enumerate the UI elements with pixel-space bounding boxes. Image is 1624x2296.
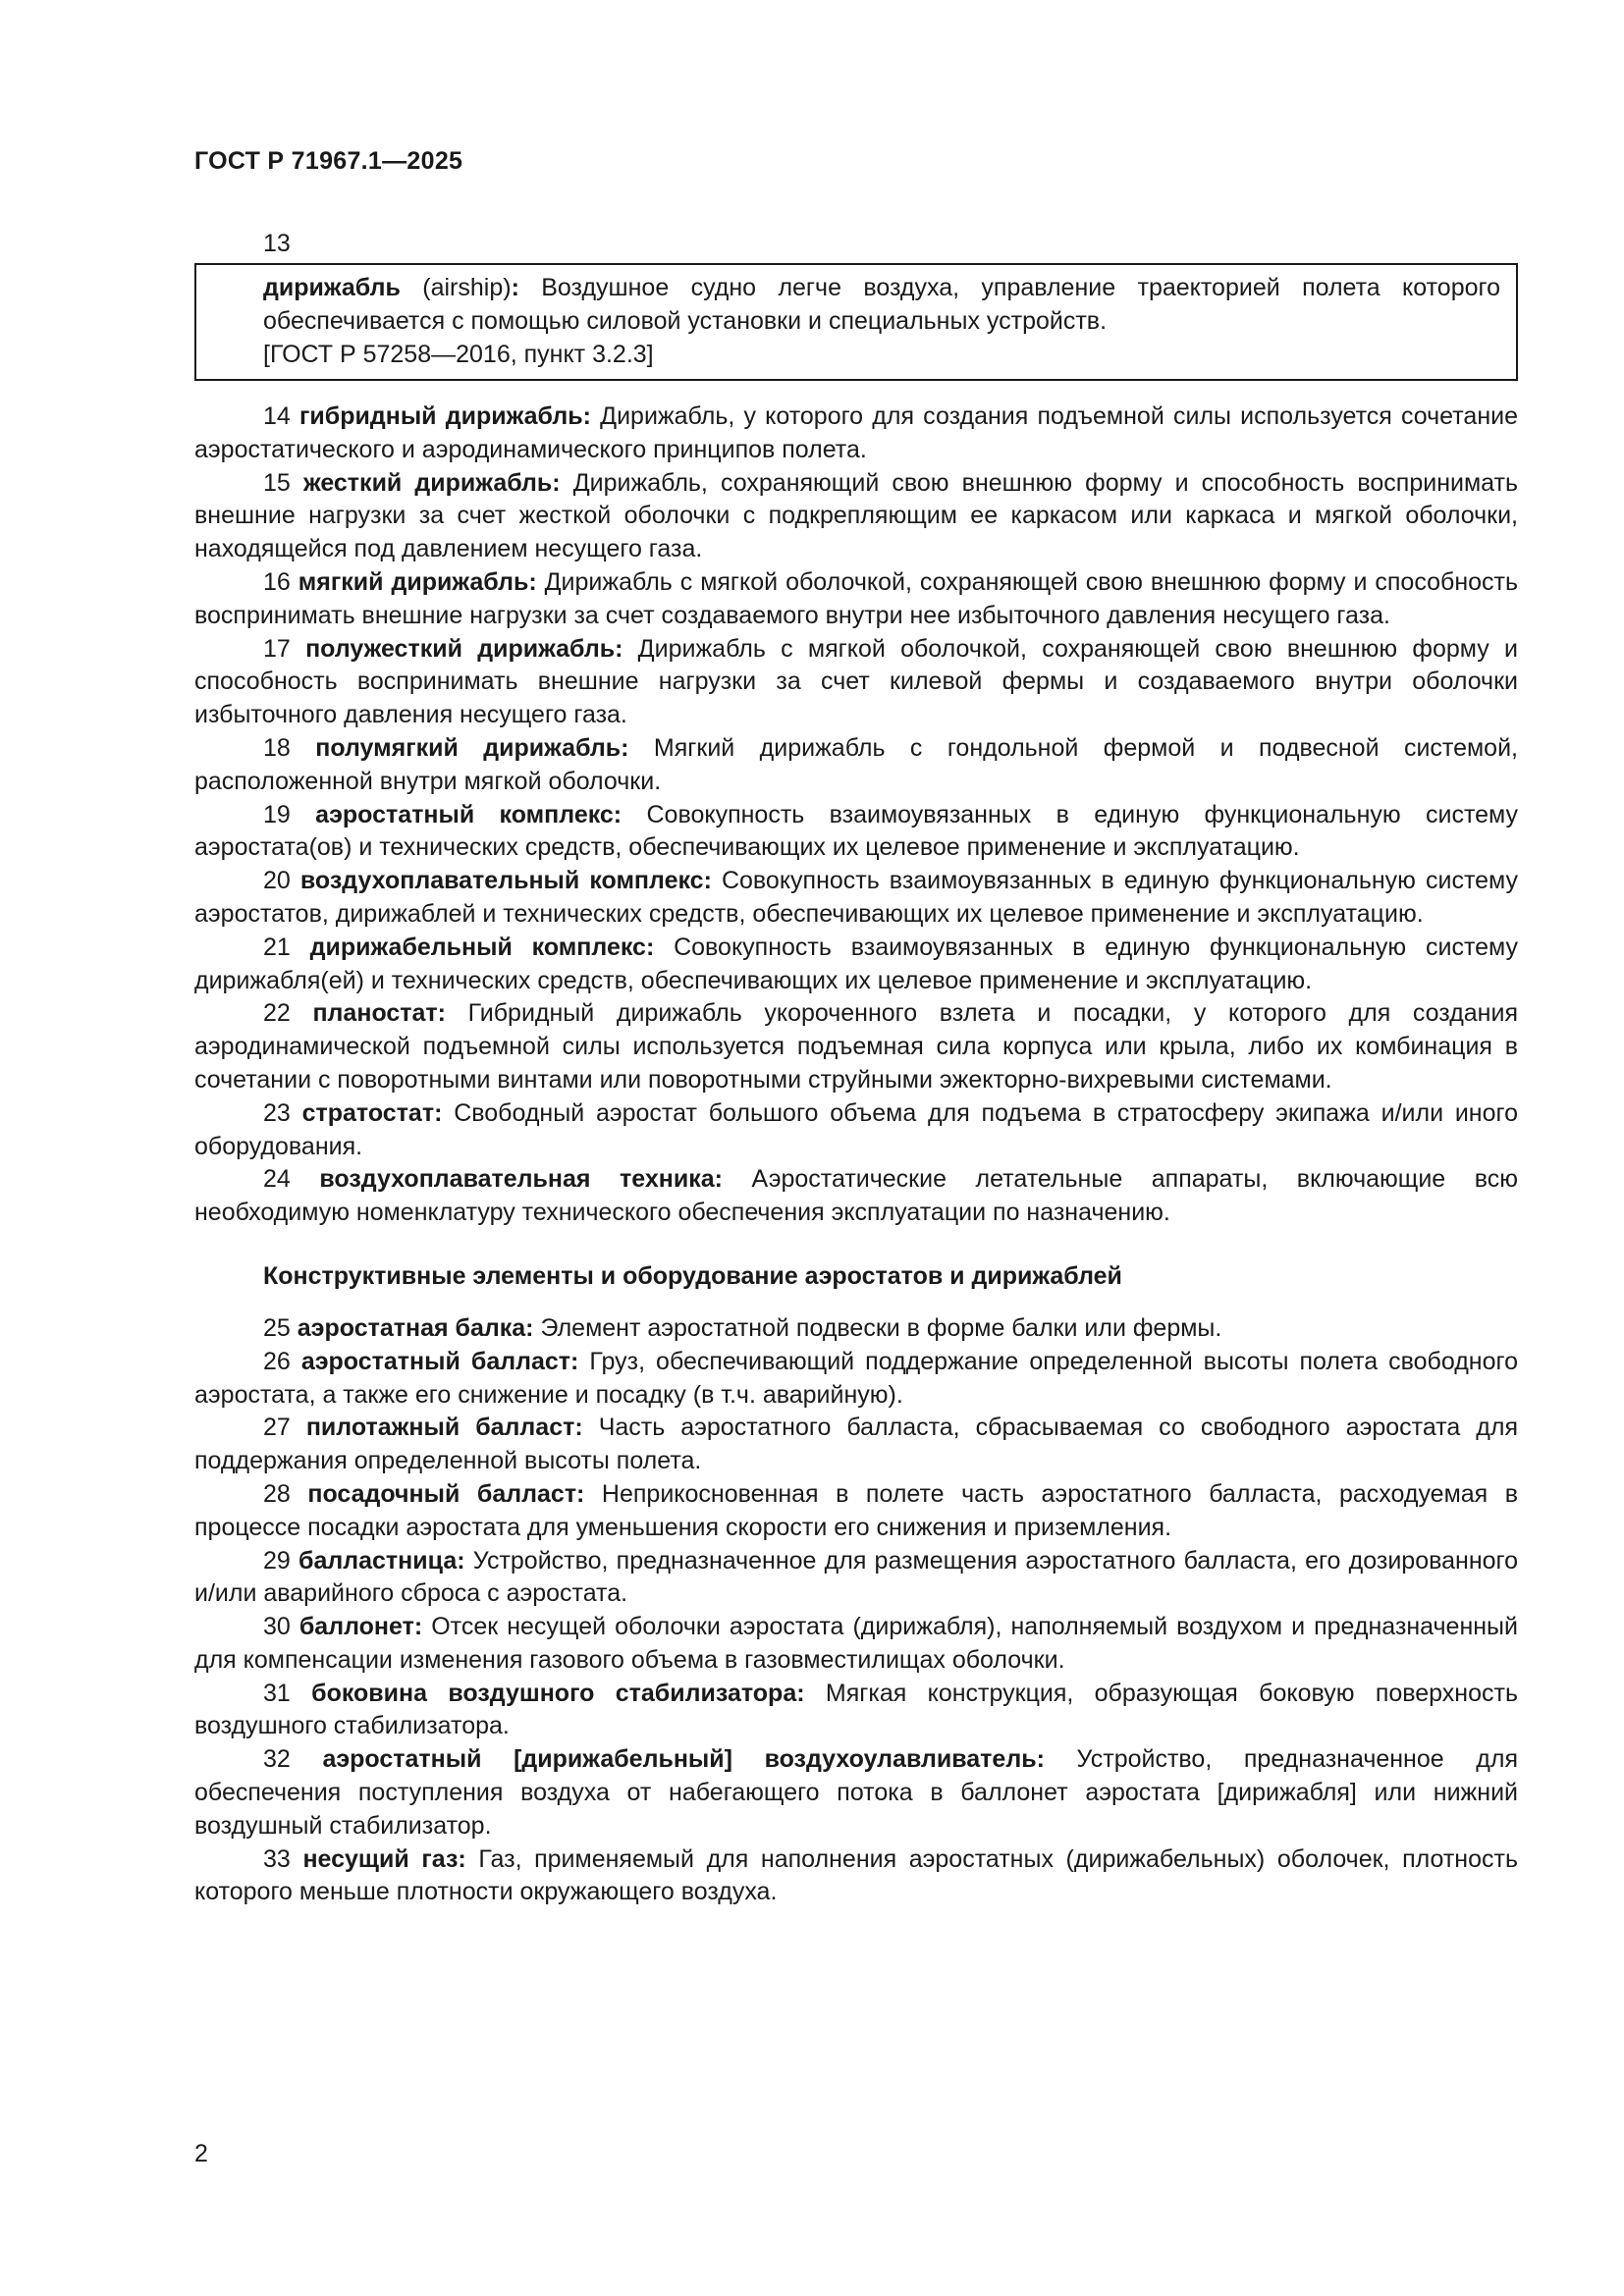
- page-number: 2: [194, 2140, 208, 2167]
- boxed-term-definition: [194, 263, 1518, 381]
- term-entry: [194, 400, 1518, 467]
- term-definition: Мягкая конструкция, образующая боковую поверхность воздушного стабилизатора.: [194, 1679, 1518, 1740]
- term-number: 28: [263, 1479, 291, 1508]
- term-number: 14: [263, 402, 291, 430]
- term-definition: Груз, обеспечивающий поддержание определенной высоты полета свободного аэростата, а также его снижение и посадку (в т.ч. аварийную).: [194, 1347, 1518, 1409]
- term-definition: Аэростатические летательные аппараты, включающие всю необходимую номенклатуру технического обеспечения эксплуатации по назначению.: [194, 1165, 1518, 1227]
- term-number: 25: [263, 1313, 291, 1342]
- term-name: планостат:: [312, 999, 446, 1028]
- term-name: несущий газ:: [302, 1844, 466, 1873]
- term-colon: :: [511, 274, 519, 301]
- term-name: боковина воздушного стабилизатора:: [311, 1679, 805, 1707]
- term-entry: [194, 799, 1518, 866]
- term-name: баллонет:: [298, 1613, 423, 1641]
- term-definition: Воздушное судно легче воздуха, управление траекторией полета которого обеспечивается с помощью силовой установки и специальных устройств.: [263, 274, 1500, 335]
- terms-list-general: [194, 400, 1518, 1230]
- term-definition: Гибридный дирижабль укороченного взлета и посадки, у которого для создания аэродинамической подъемной силы используется подъемная сила корпуса или крыла, либо их комбинация в сочетании с поворотными винтами или поворотными струйными эжекторно-вихревыми системами.: [194, 999, 1518, 1094]
- term-number: 33: [263, 1844, 291, 1873]
- term-name: воздухоплавательная техника:: [319, 1165, 723, 1194]
- term-name: аэростатный балласт:: [300, 1347, 579, 1375]
- term-name: аэростатный комплекс:: [315, 800, 623, 828]
- term-number: 20: [263, 867, 291, 895]
- term-name: посадочный балласт:: [307, 1479, 585, 1508]
- term-entry: [194, 1097, 1518, 1164]
- term-number: 24: [263, 1165, 291, 1194]
- boxed-term-text: [212, 271, 1500, 338]
- term-entry: [194, 932, 1518, 998]
- term-name: гибридный дирижабль:: [299, 402, 591, 430]
- term-number: 22: [263, 999, 291, 1028]
- term-number: 18: [263, 733, 291, 762]
- term-entry: [194, 633, 1518, 732]
- term-definition: Неприкосновенная в полете часть аэростатного балласта, расходуемая в процессе посадки аэростата для уменьшения скорости его снижения и приземления.: [194, 1479, 1519, 1541]
- term-definition: Элемент аэростатной подвески в форме балки или фермы.: [533, 1313, 1222, 1342]
- term-name: пилотажный балласт:: [305, 1414, 583, 1442]
- term-entry: [194, 1743, 1518, 1842]
- term-definition: Часть аэростатного балласта, сбрасываемая со свободного аэростата для поддержания определенной высоты полета.: [194, 1414, 1518, 1475]
- term-entry: [194, 1412, 1518, 1478]
- term-number: 17: [263, 634, 291, 663]
- term-number: 26: [263, 1347, 291, 1375]
- term-number: 31: [263, 1679, 291, 1707]
- term-name: мягкий дирижабль:: [298, 567, 537, 596]
- term-definition: Дирижабль, у которого для создания подъемной силы используется сочетание аэростатического и аэродинамического принципов полета.: [194, 402, 1519, 463]
- term-english: (airship): [400, 274, 512, 301]
- terms-list-structural: [194, 1312, 1518, 1909]
- term-entry: [194, 1678, 1518, 1744]
- term-entry: [194, 865, 1518, 932]
- term-entry: [194, 1545, 1518, 1612]
- term-number: 16: [263, 567, 291, 596]
- term-name: аэростатная балка:: [297, 1313, 534, 1342]
- term-definition: Свободный аэростат большого объема для подъема в стратосферу экипажа и/или иного оборудования.: [194, 1098, 1518, 1160]
- term-entry: [194, 732, 1518, 799]
- term-name: стратостат:: [301, 1098, 443, 1127]
- term-definition: Дирижабль с мягкой оболочкой, сохраняющей свою внешнюю форму и способность воспринимать внешние нагрузки за счет создаваемого внутри нее избыточного давления несущего газа.: [194, 567, 1519, 629]
- term-definition: Устройство, предназначенное для размещения аэростатного балласта, его дозированного и/или аварийного сброса с аэростата.: [194, 1546, 1518, 1608]
- term-number: 19: [263, 800, 291, 828]
- term-name: воздухоплавательный комплекс:: [299, 867, 712, 895]
- term-definition: Дирижабль с мягкой оболочкой, сохраняющей свою внешнюю форму и способность воспринимать внешние нагрузки за счет килевой фермы и создаваемого внутри оболочки избыточного давления несущего газа.: [194, 634, 1519, 729]
- term-entry: [194, 1346, 1518, 1413]
- term-number: 23: [263, 1098, 291, 1127]
- term-entry: [194, 566, 1518, 633]
- term-entry: [194, 1312, 1518, 1346]
- term-definition: Совокупность взаимоувязанных в единую функциональную систему аэростатов, дирижаблей и технических средств, обеспечивающих их целевое применение и эксплуатацию.: [194, 867, 1518, 928]
- term-entry: [194, 1163, 1518, 1230]
- term-number: 13: [263, 230, 291, 257]
- term-name: дирижабельный комплекс:: [309, 933, 655, 961]
- term-number: 30: [263, 1613, 291, 1641]
- term-entry: [194, 997, 1518, 1096]
- term-name: аэростатный [дирижабельный] воздухоулавливатель:: [322, 1745, 1045, 1774]
- term-number: 15: [263, 468, 291, 497]
- term-definition: Мягкий дирижабль с гондольной фермой и подвесной системой, расположенной внутри мягкой оболочки.: [194, 733, 1518, 795]
- term-name: балластница:: [298, 1546, 465, 1575]
- term-definition: Совокупность взаимоувязанных в единую функциональную систему аэростата(ов) и технических средств, обеспечивающих их целевое применение и эксплуатацию.: [194, 800, 1518, 862]
- term-name: дирижабль: [263, 274, 401, 301]
- term-entry: [194, 1611, 1518, 1678]
- term-entry: [194, 1478, 1518, 1545]
- term-source: [ГОСТ Р 57258—2016, пункт 3.2.3]: [263, 341, 654, 368]
- term-name: полумягкий дирижабль:: [315, 733, 629, 762]
- term-definition: Дирижабль, сохраняющий свою внешнюю форму и способность воспринимать внешние нагрузки за счет жесткой оболочки с подкрепляющим ее каркасом или каркаса и мягкой оболочки, находящейся под давлением несущего газа.: [194, 468, 1518, 563]
- term-number: 29: [263, 1546, 291, 1575]
- term-name: жесткий дирижабль:: [302, 468, 561, 497]
- section-heading: Конструктивные элементы и оборудование аэростатов и дирижаблей: [263, 1261, 1122, 1290]
- term-definition: Совокупность взаимоувязанных в единую функциональную систему дирижабля(ей) и технических средств, обеспечивающих их целевое применение и эксплуатацию.: [194, 933, 1518, 994]
- term-definition: Устройство, предназначенное для обеспечения поступления воздуха от набегающего потока в баллонет аэростата [дирижабля] или нижний воздушный стабилизатор.: [194, 1745, 1518, 1840]
- document-body: [194, 226, 1518, 1909]
- term-name: полужесткий дирижабль:: [305, 634, 623, 663]
- term-number: 27: [263, 1414, 291, 1442]
- term-definition: Газ, применяемый для наполнения аэростатных (дирижабельных) оболочек, плотность которого меньше плотности окружающего воздуха.: [194, 1844, 1518, 1906]
- term-number: 32: [263, 1745, 291, 1774]
- document-header: ГОСТ Р 71967.1—2025: [194, 147, 463, 175]
- term-entry: [194, 1843, 1518, 1910]
- term-entry: [194, 467, 1518, 566]
- term-number: 21: [263, 933, 291, 961]
- term-definition: Отсек несущей оболочки аэростата (дирижабля), наполняемый воздухом и предназначенный для компенсации изменения газового объема в газовместилищах оболочки.: [194, 1613, 1518, 1674]
